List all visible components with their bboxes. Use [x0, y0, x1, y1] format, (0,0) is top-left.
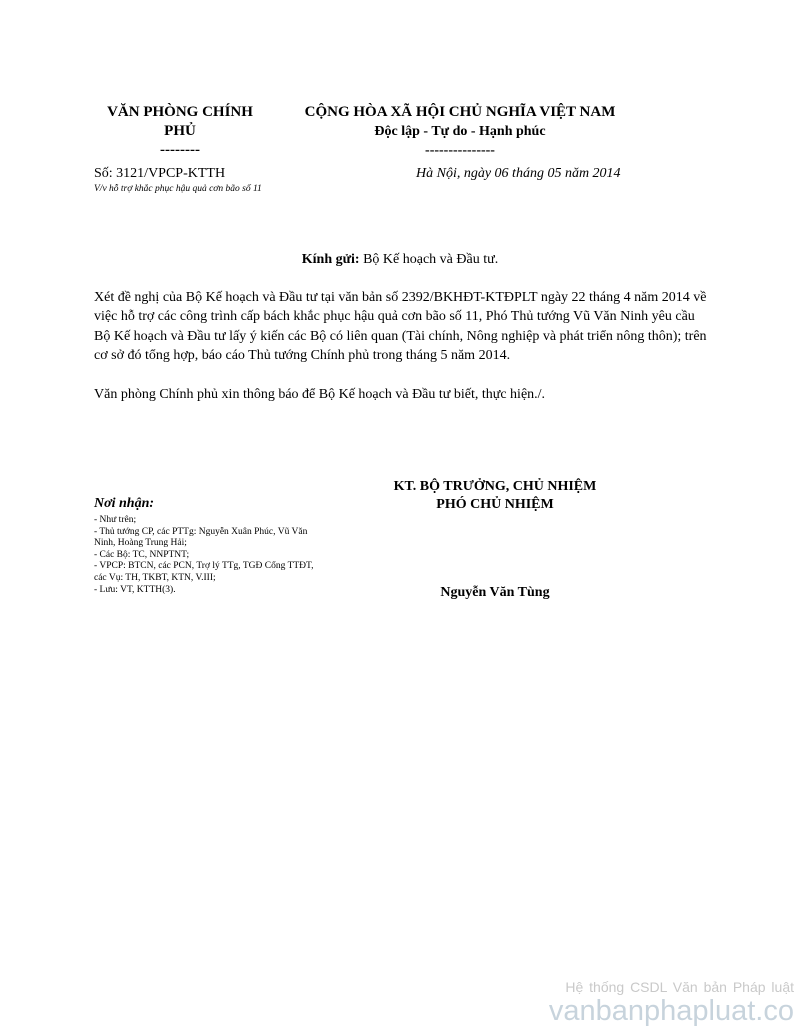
recipients-title: Nơi nhận:: [94, 496, 155, 511]
document-number: Số: 3121/VPCP-KTTH: [94, 166, 226, 181]
recipient-line: [0, 252, 800, 268]
list-item: - VPCP: BTCN, các PCN, Trợ lý TTg, TGĐ Cổng TTĐT, các Vụ: TH, TKBT, KTN, V.III;: [94, 561, 314, 583]
list-item: - Các Bộ: TC, NNPTNT;: [94, 549, 190, 560]
agency-name-line2: PHỦ: [164, 123, 196, 139]
list-item: - Thủ tướng CP, các PTTg: Nguyễn Xuân Phúc, Vũ Văn Ninh, Hoàng Trung Hải;: [94, 526, 308, 549]
national-motto: Độc lập - Tự do - Hạnh phúc: [374, 124, 546, 139]
motto-rule: ---------------: [425, 143, 495, 158]
signer-name: Nguyễn Văn Tùng: [440, 585, 550, 600]
recipient-name: Bộ Kế hoạch và Đầu tư.: [359, 252, 499, 267]
document-subject: V/v hỗ trợ khắc phục hậu quả cơn bão số 11: [94, 184, 262, 194]
recipient-label: Kính gửi:: [301, 252, 360, 267]
signature-block: [340, 478, 650, 514]
document-body: [94, 288, 712, 404]
recipients-list: [94, 496, 324, 596]
body-paragraph: Xét đề nghị của Bộ Kế hoạch và Đầu tư tại văn bản số 2392/BKHĐT-KTĐPLT ngày 22 tháng 4 năm 2014 về việc hỗ trợ các công trình cấp bách khắc phục hậu quả cơn bão số 11, Phó Thủ tướng Vũ Văn Ninh yêu cầu Bộ Kế hoạch và Đầu tư lấy ý kiến các Bộ có liên quan (Tài chính, Nông nghiệp và phát triển nông thôn); trên cơ sở đó tổng hợp, báo cáo Thủ tướng Chính phủ trong tháng 5 năm 2014.: [94, 290, 707, 364]
national-header: [288, 103, 632, 160]
signer-title-line1: KT. BỘ TRƯỞNG, CHỦ NHIỆM: [393, 479, 597, 494]
nation-name: CỘNG HÒA XÃ HỘI CHỦ NGHĨA VIỆT NAM: [304, 104, 616, 120]
issuing-agency: [92, 103, 268, 160]
place-date: Hà Nội, ngày 06 tháng 05 năm 2014: [416, 166, 621, 181]
signer-title-line2: PHÓ CHỦ NHIỆM: [436, 497, 554, 512]
list-item: - Như trên;: [94, 515, 137, 525]
agency-name-line1: VĂN PHÒNG CHÍNH: [107, 104, 253, 120]
watermark: [549, 979, 794, 1027]
watermark-line2: vanbanphapluat.co: [548, 995, 794, 1027]
agency-rule: --------: [160, 142, 200, 158]
body-paragraph: Văn phòng Chính phủ xin thông báo để Bộ Kế hoạch và Đầu tư biết, thực hiện./.: [94, 386, 546, 402]
list-item: - Lưu: VT, KTTH(3).: [94, 584, 176, 595]
watermark-line1: Hệ thống CSDL Văn bản Pháp luật: [565, 979, 794, 995]
recipients-items: [94, 515, 324, 596]
